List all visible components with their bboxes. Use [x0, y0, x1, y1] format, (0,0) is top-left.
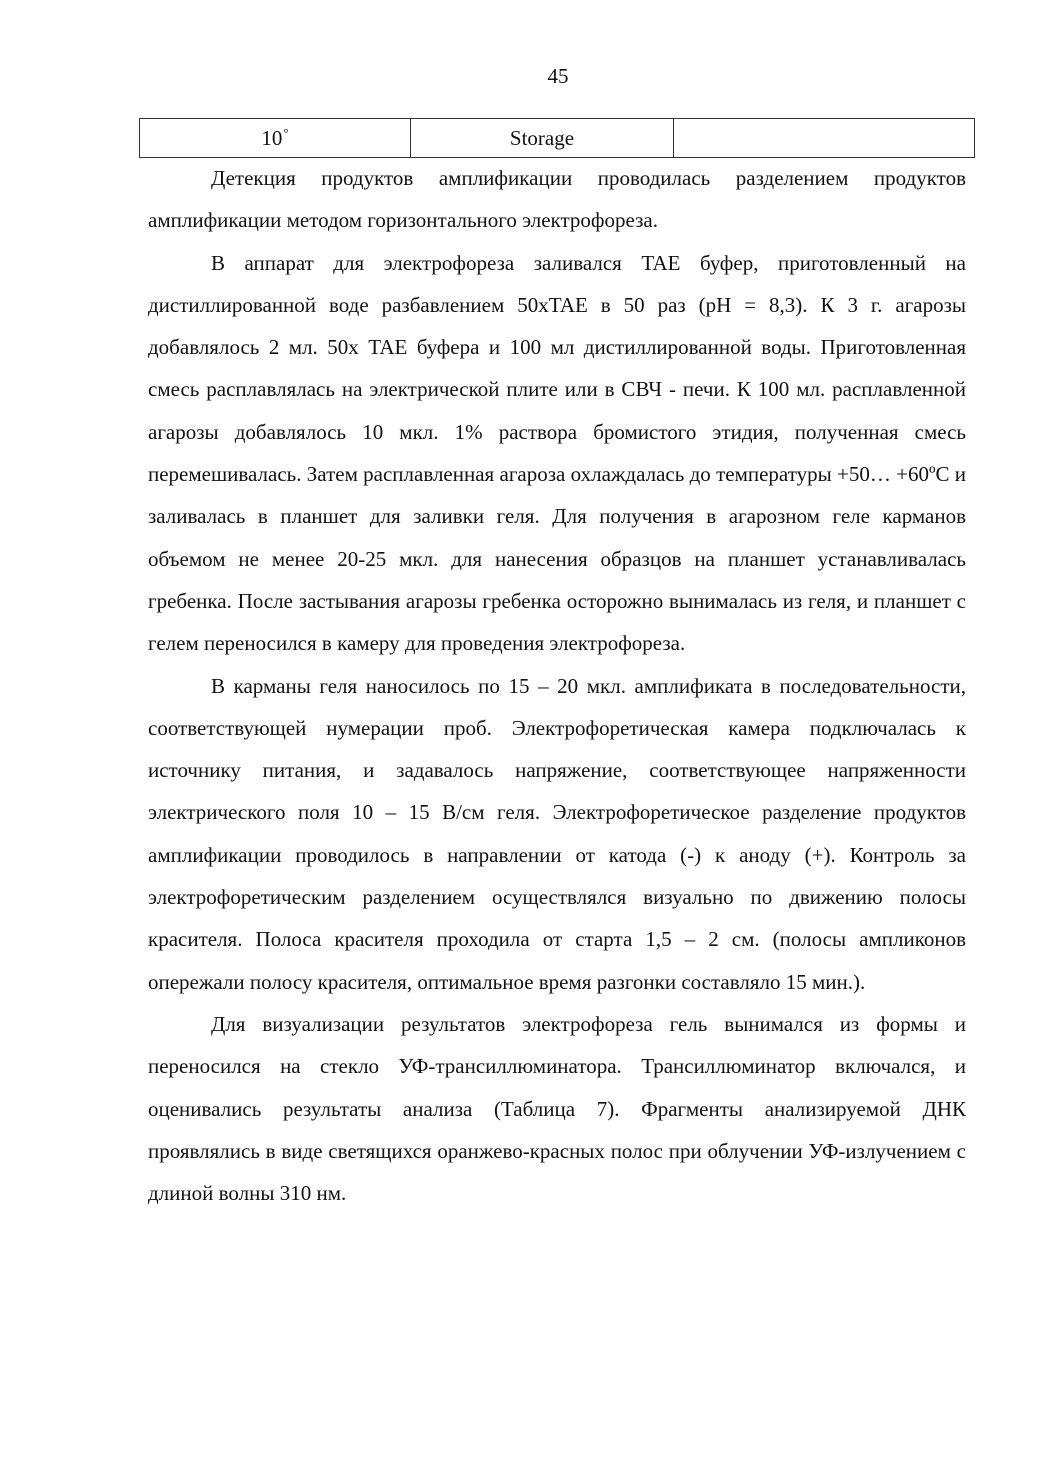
degree-mark: ° [283, 124, 289, 140]
paragraph-electrophoresis-run: В карманы геля наносилось по 15 – 20 мкл. амплификата в последовательности, соответствующей нумерации проб. Электрофоретическая камера подключалась к источнику питания, и задавалось напряжение, соответствующее напряженности электрического поля 10 – 15 В/см геля. Электрофоретическое разделение продуктов амплификации проводилось в направлении от катода (-) к аноду (+). Контроль за электрофоретическим разделением осуществлялся визуально по движению полосы красителя. Полоса красителя проходила от старта 1,5 – 2 см. (полосы ампликонов опережали полосу красителя, оптимальное время разгонки составляло 15 мин.). [148, 673, 966, 994]
table-row [140, 119, 975, 158]
temperature-value: 10 [261, 125, 283, 150]
table-cell-step: Storage [411, 119, 674, 158]
body-text [148, 157, 966, 1214]
table-fragment [139, 118, 975, 158]
table-cell-empty [674, 119, 975, 158]
page-number: 45 [547, 64, 569, 88]
paragraph-gel-preparation: В аппарат для электрофореза заливался TAE буфер, приготовленный на дистиллированной воде разбавлением 50хTAE в 50 раз (pH = 8,3). К 3 г. агарозы добавлялось 2 мл. 50х TAE буфера и 100 мл дистиллированной воды. Приготовленная смесь расплавлялась на электрической плите или в СВЧ - печи. К 100 мл. расплавленной агарозы добавлялось 10 мкл. 1% раствора бромистого этидия, полученная смесь перемешивалась. Затем расплавленная агароза охлаждалась до температуры +50… +60ºС и заливалась в планшет для заливки геля. Для получения в агарозном геле карманов объемом не менее 20-25 мкл. для нанесения образцов на планшет устанавливалась гребенка. После застывания агарозы гребенка осторожно вынималась из геля, и планшет с гелем переносился в камеру для проведения электрофореза. [148, 250, 966, 656]
paragraph-visualization: Для визуализации результатов электрофореза гель вынимался из формы и переносился на стекло УФ-трансиллюминатора. Трансиллюминатор включался, и оценивались результаты анализа (Таблица 7). Фрагменты анализируемой ДНК проявлялись в виде светящихся оранжево-красных полос при облучении УФ-излучением с длиной волны 310 нм. [148, 1011, 966, 1206]
paragraph-detection: Детекция продуктов амплификации проводилась разделением продуктов амплификации методом горизонтального электрофореза. [148, 166, 966, 233]
table-cell-temperature [140, 119, 411, 158]
